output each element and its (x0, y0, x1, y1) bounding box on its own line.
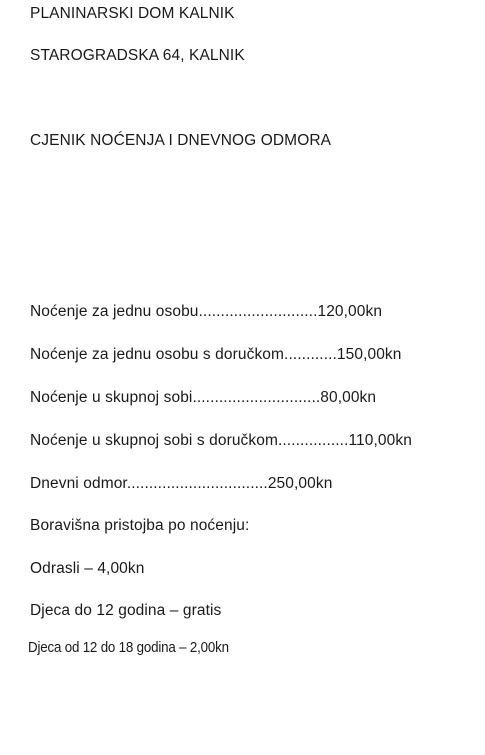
price-item-single: Noćenje za jednu osobu...........................120,00kn (30, 303, 383, 320)
price-item-single-breakfast: Noćenje za jednu osobu s doručkom............150,00kn (30, 346, 402, 363)
lodge-address: STAROGRADSKA 64, KALNIK (30, 47, 245, 64)
price-item-day-rest: Dnevni odmor................................250,00kn (30, 475, 333, 492)
tourist-tax-adults: Odrasli – 4,00kn (30, 560, 145, 577)
lodge-name: PLANINARSKI DOM KALNIK (30, 5, 235, 22)
price-item-dorm: Noćenje u skupnoj sobi.............................80,00kn (30, 389, 377, 406)
tourist-tax-children-12-18: Djeca od 12 do 18 godina – 2,00kn (28, 640, 229, 656)
price-list-title: CJENIK NOĆENJA I DNEVNOG ODMORA (30, 132, 332, 149)
price-item-dorm-breakfast: Noćenje u skupnoj sobi s doručkom................110,00kn (30, 432, 412, 449)
tourist-tax-children-under-12: Djeca do 12 godina – gratis (30, 602, 222, 619)
tourist-tax-heading: Boravišna pristojba po noćenju: (30, 517, 250, 534)
